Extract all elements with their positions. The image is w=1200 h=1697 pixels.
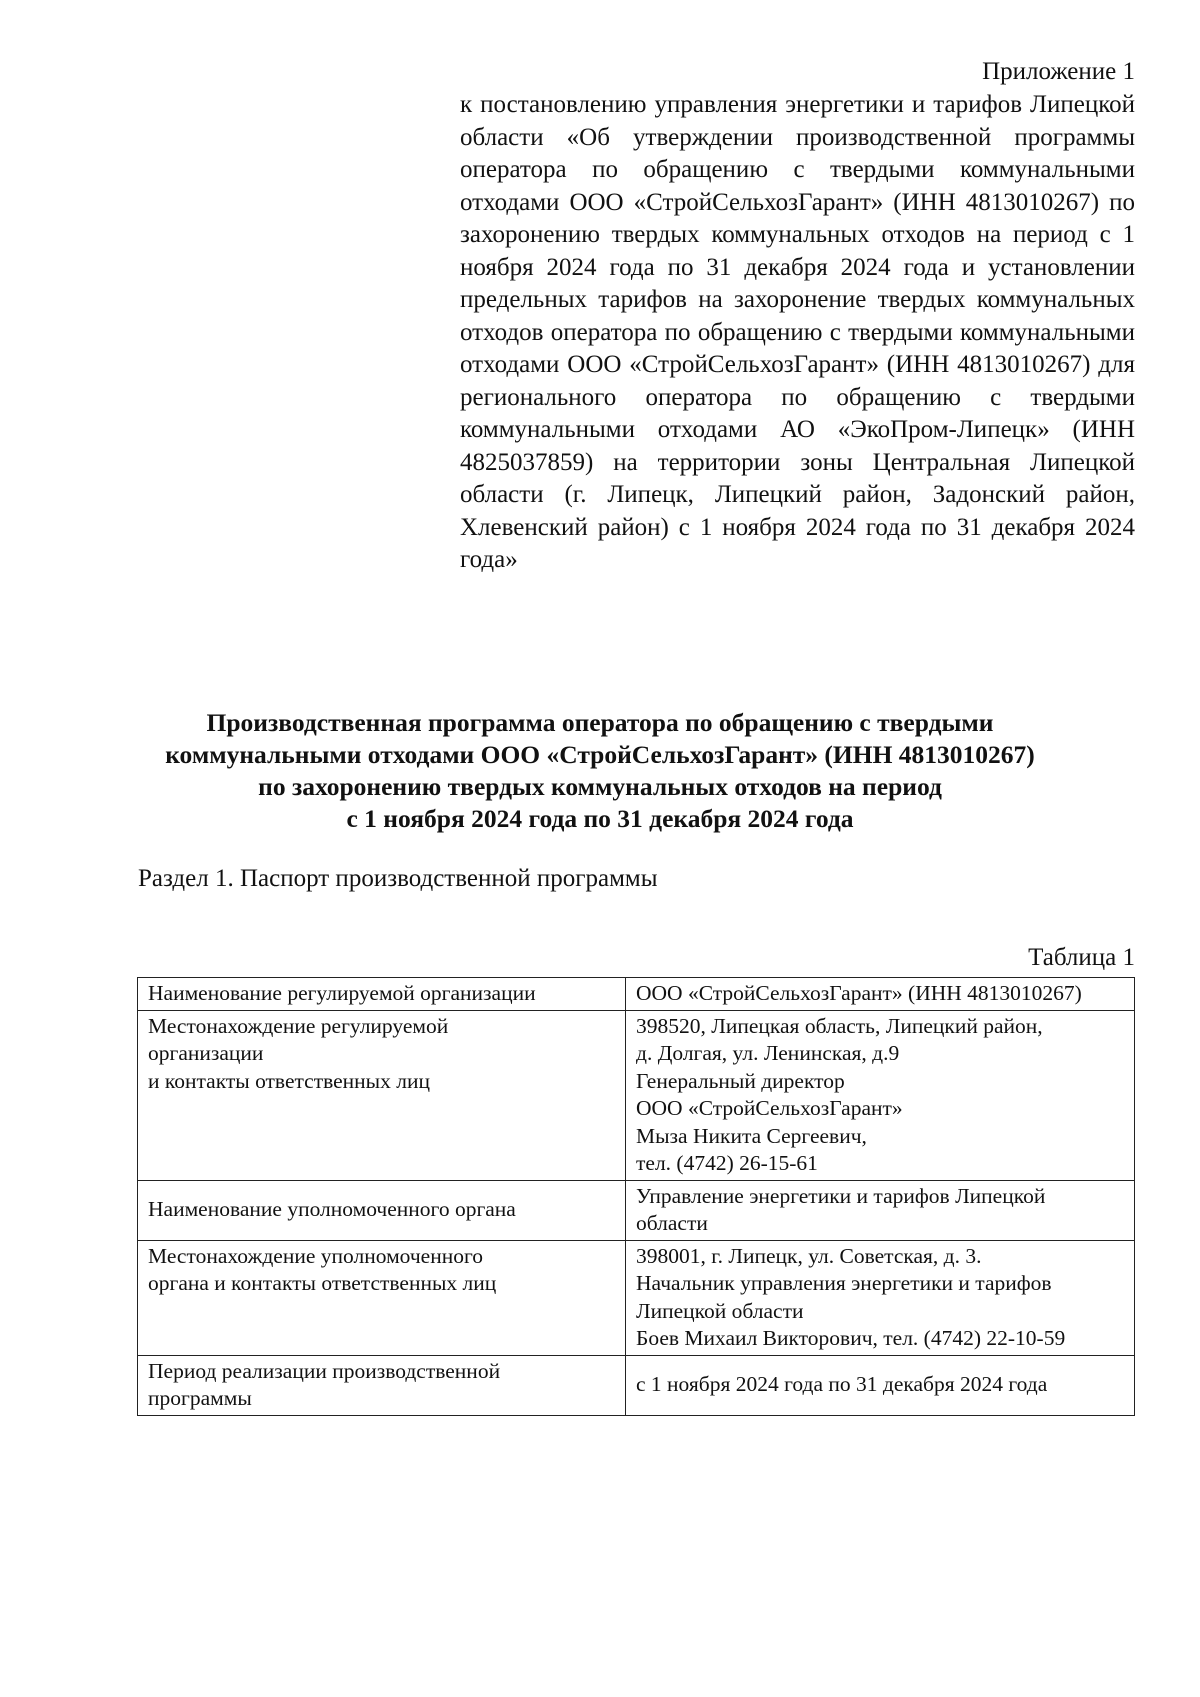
row-label-cell [138, 978, 626, 1011]
appendix-label: Приложение 1 [982, 58, 1135, 85]
cell-line: тел. (4742) 26-15-61 [636, 1151, 818, 1175]
document-title-line: коммунальными отходами ООО «СтройСельхозГарант» (ИНН 4813010267) [165, 740, 1035, 769]
table-row [138, 1010, 1135, 1180]
cell-line: Местонахождение регулируемой [148, 1013, 449, 1038]
table-label: Таблица 1 [1028, 944, 1135, 971]
cell-line: Местонахождение уполномоченного [148, 1243, 484, 1268]
row-value-cell [626, 1240, 1135, 1355]
table-row [138, 1355, 1135, 1415]
cell-line: органа и контакты ответственных лиц [148, 1271, 497, 1295]
table-row [138, 1240, 1135, 1355]
cell-line: Начальник управления энергетики и тарифов [636, 1271, 1052, 1295]
cell-line: Период реализации производственной [148, 1358, 501, 1383]
cell-line: Наименование уполномоченного органа [148, 1197, 516, 1222]
row-value-cell [626, 1010, 1135, 1180]
cell-line: 398001, г. Липецк, ул. Советская, д. 3. [636, 1243, 982, 1268]
row-value-cell [626, 1180, 1135, 1240]
cell-line: Генеральный директор [636, 1068, 845, 1093]
table-row [138, 1180, 1135, 1240]
cell-line: д. Долгая, ул. Ленинская, д.9 [636, 1041, 900, 1065]
cell-line: Липецкой области [636, 1298, 804, 1323]
document-title-line: по захоронению твердых коммунальных отходов на период [258, 772, 942, 801]
row-label-cell [138, 1010, 626, 1180]
cell-line: Управление энергетики и тарифов Липецкой [636, 1183, 1046, 1208]
cell-line: 398520, Липецкая область, Липецкий район, [636, 1013, 1043, 1038]
cell-line: программы [148, 1386, 252, 1410]
row-label-cell [138, 1355, 626, 1415]
document-title [100, 707, 1100, 835]
cell-line: Наименование регулируемой организации [148, 981, 536, 1005]
row-label-cell [138, 1240, 626, 1355]
table-row [138, 978, 1135, 1011]
cell-line: ООО «СтройСельхозГарант» [636, 1096, 903, 1120]
row-label-cell [138, 1180, 626, 1240]
cell-line: области [636, 1211, 708, 1235]
cell-line: с 1 ноября 2024 года по 31 декабря 2024 года [636, 1372, 1048, 1397]
appendix-text: к постановлению управления энергетики и тарифов Липецкой области «Об утверждении производственной программы оператора по обращению с твердыми коммунальными отходами ООО «СтройСельхозГарант» (ИНН 4813010267) по захоронению твердых коммунальных отходов на период с 1 ноября 2024 года по 31 декабря 2024 года и установлении предельных тарифов на захоронение твердых коммунальных отходов оператора по обращению с твердыми коммунальными отходами ООО «СтройСельхозГарант» (ИНН 4813010267) для регионального оператора по обращению с твердыми коммунальными отходами АО «ЭкоПром-Липецк» (ИНН 4825037859) на территории зоны Центральная Липецкой области (г. Липецк, Липецкий район, Задонский район, Хлевенский район) с 1 ноября 2024 года по 31 декабря 2024 года» [460, 91, 1135, 573]
cell-line: ООО «СтройСельхозГарант» (ИНН 4813010267) [636, 981, 1082, 1005]
cell-line: Мыза Никита Сергеевич, [636, 1123, 867, 1148]
document-title-line: с 1 ноября 2024 года по 31 декабря 2024 года [346, 804, 854, 833]
section-heading: Раздел 1. Паспорт производственной программы [138, 865, 658, 892]
document-title-line: Производственная программа оператора по обращению с твердыми [206, 708, 994, 737]
cell-line: и контакты ответственных лиц [148, 1068, 430, 1093]
cell-line: организации [148, 1041, 264, 1065]
passport-table [137, 977, 1135, 1416]
cell-line: Боев Михаил Викторович, тел. (4742) 22-10-59 [636, 1326, 1066, 1350]
row-value-cell [626, 1355, 1135, 1415]
row-value-cell [626, 978, 1135, 1011]
